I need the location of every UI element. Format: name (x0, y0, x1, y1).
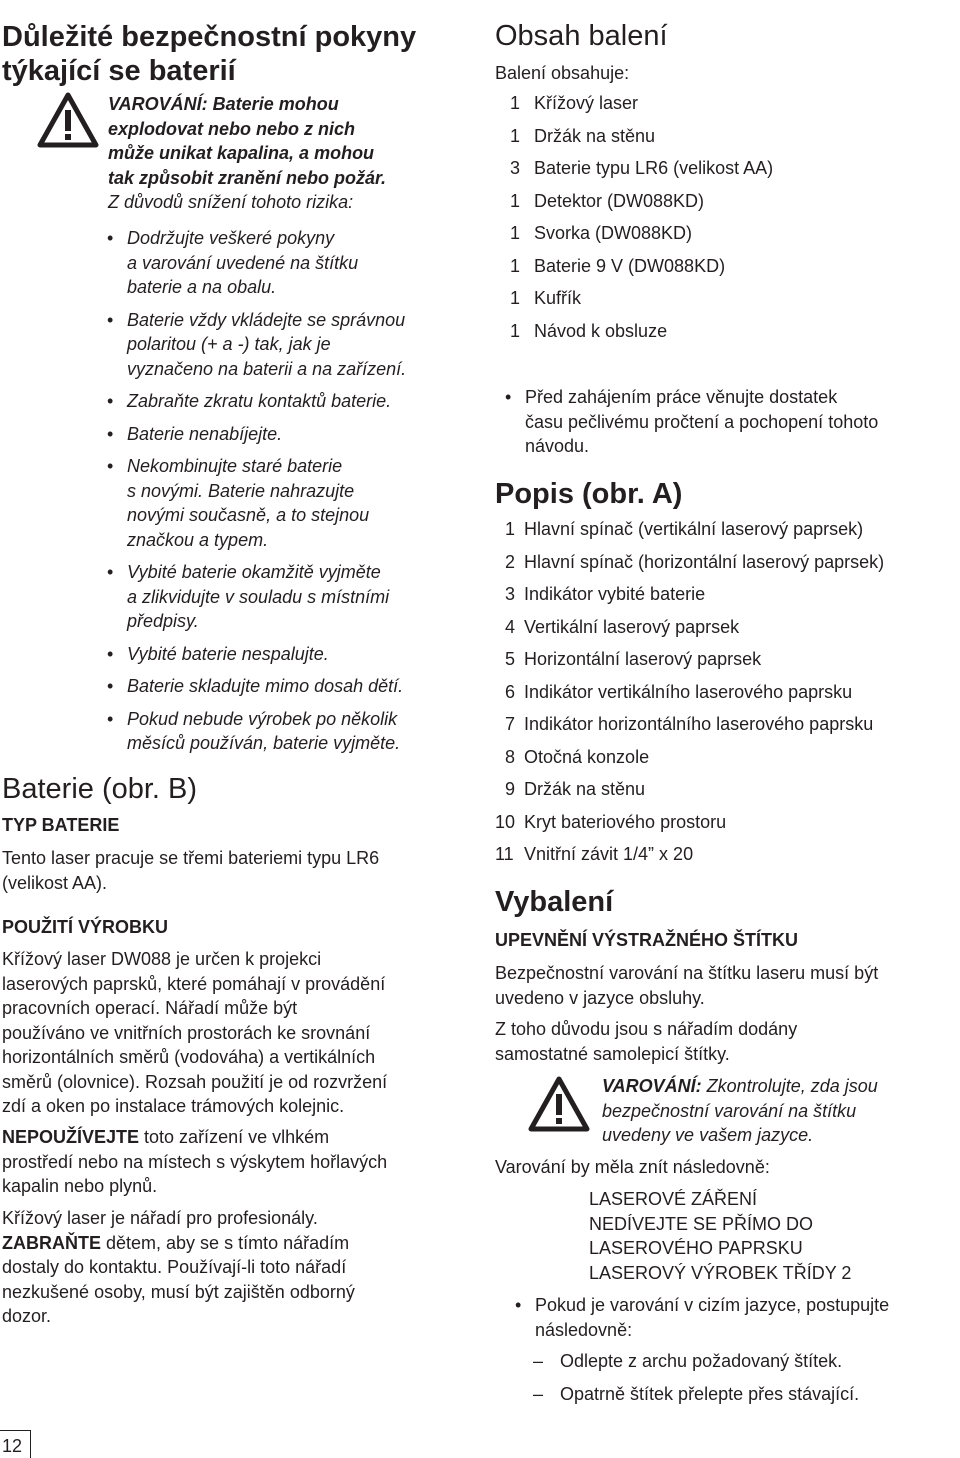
list-item (107, 308, 477, 382)
package-name: Baterie typu LR6 (velikost AA) (534, 158, 774, 178)
list-item-line: značkou a typem. (127, 529, 269, 550)
package-item (510, 221, 950, 254)
text-line: Křížový laser DW088 je určen k projekci (2, 949, 322, 969)
do-not-use-text (2, 1125, 462, 1199)
description-name: Horizontální laserový paprsek (524, 649, 762, 669)
package-list (510, 91, 950, 351)
package-qty: 1 (510, 125, 521, 146)
battery-safety-title (2, 20, 462, 88)
footer-rule (0, 1430, 30, 1431)
description-item (495, 842, 955, 875)
list-item-line: a zlikvidujte v souladu s místními (127, 586, 390, 607)
should-read-text: Varování by měla znít následovně: (495, 1157, 770, 1177)
text-line: směrů (olovnice). Rozsah použití je od rozvržení (2, 1071, 388, 1092)
list-item (107, 226, 477, 300)
description-list (495, 517, 955, 875)
title-line-2: týkající se baterií (2, 55, 236, 87)
text-line: uvedeno v jazyce obsluhy. (495, 987, 705, 1008)
warning-line: VAROVÁNÍ: Baterie mohou (108, 94, 339, 114)
package-item (510, 319, 950, 352)
description-name: Indikátor vybité baterie (524, 584, 706, 604)
package-name: Baterie 9 V (DW088KD) (534, 255, 726, 276)
list-item-line: baterie a na obalu. (127, 277, 277, 297)
package-qty: 1 (510, 93, 521, 113)
description-name: Hlavní spínač (horizontální laserový paprsek) (524, 551, 885, 572)
description-item (495, 582, 955, 615)
description-num: 1 (505, 519, 516, 539)
text-line: zdí a oken po instalace trámových kolejnic. (2, 1096, 345, 1116)
text-line: LASEROVÉHO PAPRSKU (589, 1238, 803, 1258)
list-item-line: • Baterie nenabíjejte. (127, 423, 283, 444)
text-line: horizontálních směrů (vodováha) a vertikálních (2, 1047, 376, 1067)
list-item-line: • Vybité baterie okamžitě vyjměte (127, 562, 381, 582)
package-note-list (505, 385, 955, 459)
description-item (495, 745, 955, 778)
description-item (495, 550, 955, 583)
list-item-line: času pečlivému pročtení a pochopení tohoto (525, 411, 879, 432)
warning-line: může unikat kapalina, a mohou (108, 143, 375, 163)
list-item-line: novými současně, a to stejnou (127, 505, 370, 525)
list-item-line: • Pokud nebude výrobek po několik (127, 708, 398, 729)
package-item (510, 156, 950, 189)
text-line: NEDÍVEJTE SE PŘÍMO DO (589, 1213, 814, 1234)
battery-heading: Baterie (obr. B) (2, 773, 198, 805)
list-item-line: s novými. Baterie nahrazujte (127, 480, 355, 501)
description-num: 6 (505, 681, 516, 702)
list-item (107, 674, 477, 699)
description-name: Hlavní spínač (vertikální laserový paprsek) (524, 519, 864, 539)
package-qty: 1 (510, 288, 521, 308)
package-name: Křížový laser (534, 93, 639, 113)
description-name: Indikátor horizontálního laserového paprsku (524, 714, 874, 734)
description-name: Vertikální laserový paprsek (524, 616, 740, 637)
package-name: Detektor (DW088KD) (534, 190, 705, 211)
package-name: Držák na stěnu (534, 125, 656, 146)
description-num: 8 (505, 746, 516, 767)
warning-line: explodovat nebo nebo z nich (108, 118, 356, 139)
text-line: Bezpečnostní varování na štítku laseru musí být (495, 963, 879, 983)
list-item-line: • Baterie vždy vkládejte se správnou (127, 309, 406, 330)
list-item (505, 385, 955, 459)
description-num: 11 (495, 844, 514, 864)
list-item (107, 389, 477, 414)
list-item-line: návodu. (525, 436, 590, 456)
description-name: Indikátor vertikálního laserového paprsku (524, 681, 853, 702)
unpacking-heading: Vybalení (495, 886, 614, 918)
description-item (495, 712, 955, 745)
text-line: Z toho důvodu jsou s nářadím dodány (495, 1019, 798, 1039)
list-item-line: • Dodržujte veškeré pokyny (127, 228, 335, 248)
list-item (107, 707, 477, 756)
text-line (2, 1231, 462, 1256)
list-item-line: • Baterie skladujte mimo dosah dětí. (127, 676, 404, 696)
list-item-line: • Nekombinujte staré baterie (127, 456, 343, 476)
warning-line: tak způsobit zranění nebo požár. (108, 167, 387, 188)
warning-intro: Z důvodů snížení tohoto rizika: (108, 192, 354, 212)
text-span: toto zařízení ve vlhkém (139, 1127, 330, 1147)
battery-warning (108, 92, 468, 215)
list-item: – Opatrně štítek přelepte přes stávající. (533, 1382, 953, 1407)
description-name: Držák na stěnu (524, 779, 646, 799)
text-line (602, 1074, 960, 1099)
list-item (107, 454, 477, 552)
list-item (107, 422, 477, 447)
footer-vertical-rule (30, 1430, 31, 1458)
package-qty: 1 (510, 223, 521, 243)
package-item (510, 124, 950, 157)
package-item (510, 189, 950, 222)
description-item (495, 647, 955, 680)
page-number: 12 (2, 1436, 23, 1456)
do-not-use-bold: NEPOUŽÍVEJTE (2, 1127, 140, 1147)
list-item (107, 560, 477, 634)
battery-type-heading: TYP BATERIE (2, 815, 120, 835)
warning-triangle-icon (37, 92, 99, 148)
text-line: laserových paprsků, které pomáhají v provádění (2, 973, 386, 994)
list-item-line: předpisy. (127, 611, 199, 631)
description-item (495, 517, 955, 550)
description-num: 7 (505, 714, 516, 734)
usage-text (2, 947, 462, 1119)
text-span: dětem, aby se s tímto nářadím (101, 1232, 350, 1253)
package-name: Kufřík (534, 288, 582, 308)
description-item (495, 777, 955, 810)
package-item (510, 286, 950, 319)
battery-safety-list (107, 226, 477, 756)
package-name: Svorka (DW088KD) (534, 223, 693, 243)
package-qty: 1 (510, 320, 521, 341)
list-item-line: • Před zahájením práce věnujte dostatek (525, 387, 838, 407)
text-line: nezkušené osoby, musí být zajištěn odborný (2, 1281, 355, 1302)
text-line: dozor. (2, 1306, 52, 1326)
description-item (495, 680, 955, 713)
description-num: 4 (505, 616, 516, 637)
label-warning (602, 1074, 960, 1148)
text-line: bezpečnostní varování na štítku (602, 1100, 857, 1121)
package-heading: Obsah balení (495, 20, 668, 52)
text-line: prostředí nebo na místech s výskytem hořlavých (2, 1151, 388, 1172)
text-line (2, 1125, 462, 1150)
prevent-bold: ZABRAŇTE (2, 1232, 101, 1253)
text-line: Tento laser pracuje se třemi bateriemi typu LR6 (2, 848, 380, 868)
description-name: Kryt bateriového prostoru (524, 811, 727, 832)
list-item-line: měsíců používán, baterie vyjměte. (127, 733, 401, 753)
package-intro: Balení obsahuje: (495, 63, 630, 83)
list-item-line: • Vybité baterie nespalujte. (127, 643, 329, 664)
text-line: Křížový laser je nářadí pro profesionály. (2, 1208, 318, 1228)
list-item-line: • Zabraňte zkratu kontaktů baterie. (127, 391, 392, 411)
package-name: Návod k obsluze (534, 320, 668, 341)
description-name: Vnitřní závit 1/4” x 20 (524, 844, 694, 864)
label-text-1 (495, 961, 960, 1010)
package-qty: 1 (510, 255, 521, 276)
warning-bold-text (108, 92, 468, 190)
text-line: samostatné samolepicí štítky. (495, 1043, 730, 1064)
text-line: pracovních operací. Nářadí může být (2, 998, 298, 1018)
label-text-2 (495, 1017, 960, 1066)
description-num: 3 (505, 584, 516, 604)
text-line: kapalin nebo plynů. (2, 1176, 158, 1196)
description-item (495, 810, 955, 843)
text-line: používáno ve vnitřních prostorách ke srovnání (2, 1022, 371, 1043)
professional-text (2, 1206, 462, 1329)
text-span: Zkontrolujte, zda jsou (701, 1076, 878, 1096)
description-item (495, 615, 955, 648)
label-heading: UPEVNĚNÍ VÝSTRAŽNÉHO ŠTÍTKU (495, 930, 799, 950)
list-item: – Odlepte z archu požadovaný štítek. (533, 1349, 953, 1374)
list-item-line: polaritou (+ a -) tak, jak je (127, 334, 331, 354)
list-item-line: a varování uvedené na štítku (127, 252, 359, 273)
usage-heading: POUŽITÍ VÝROBKU (2, 917, 169, 937)
text-line: uvedeny ve vašem jazyce. (602, 1125, 814, 1145)
warning-triangle-icon (528, 1076, 590, 1132)
package-item (510, 91, 950, 124)
battery-type-text (2, 846, 462, 895)
title-line-1: Důležité bezpečnostní pokyny (2, 21, 417, 53)
description-num: 2 (505, 551, 516, 572)
text-line: (velikost AA). (2, 872, 108, 893)
steps-list (533, 1349, 953, 1406)
description-num: 10 (495, 811, 516, 832)
list-item (515, 1293, 955, 1342)
list-item (107, 642, 477, 667)
text-line: dostaly do kontaktu. Používají-li toto nářadí (2, 1257, 347, 1277)
label-warning-bold: VAROVÁNÍ: (602, 1076, 702, 1096)
description-num: 9 (505, 779, 516, 799)
text-line: LASEROVÝ VÝROBEK TŘÍDY 2 (589, 1262, 852, 1283)
foreign-language-list (515, 1293, 955, 1342)
list-item-line: následovně: (535, 1319, 633, 1340)
list-item-line: • Pokud je varování v cizím jazyce, postupujte (535, 1295, 890, 1315)
package-qty: 3 (510, 158, 521, 178)
description-heading: Popis (obr. A) (495, 478, 683, 510)
package-item (510, 254, 950, 287)
package-qty: 1 (510, 190, 521, 211)
laser-label-text (589, 1187, 949, 1285)
list-item-line: vyznačeno na baterii a na zařízení. (127, 358, 407, 379)
description-name: Otočná konzole (524, 746, 650, 767)
description-num: 5 (505, 649, 516, 669)
text-line: LASEROVÉ ZÁŘENÍ (589, 1189, 758, 1209)
